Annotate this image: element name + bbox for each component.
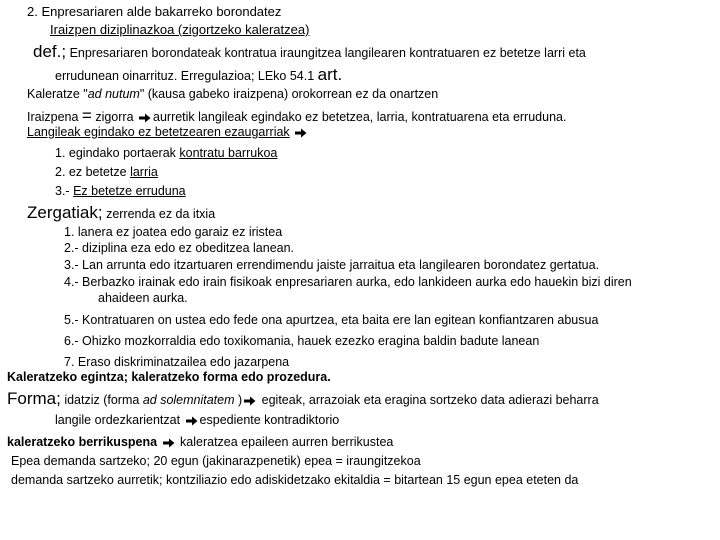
iraizpena-middle: zigorra	[91, 110, 137, 124]
feature-item-2	[55, 165, 158, 179]
zergatiak-label: Zergatiak;	[27, 203, 103, 222]
zergatiak-item-3: 3.- Lan arrunta edo itzartuaren errendimendu jaiste jarraitua eta langilearen borondatez gertatua.	[64, 258, 600, 272]
kaleratze-italic: ad nutum	[87, 87, 140, 101]
features-heading-text: Langileak egindako ez betetzearen ezaugarriak	[27, 125, 290, 139]
forma-label: Forma;	[7, 389, 61, 408]
zergatiak-item-6: 6.- Ohizko mozkorraldia edo toxikomania, hauek ezezko eragina baldin badute lanean	[64, 334, 540, 348]
forma-line	[7, 389, 599, 409]
arrow-right-icon	[139, 113, 151, 123]
forma-prefix: idatziz (forma	[60, 393, 143, 407]
zergatiak-item-2: 2.- diziplina eza edo ez obeditzea lanean.	[64, 241, 295, 255]
iraizpena-suffix: aurretik langileak egindako ez betetzea, larria, kontratuarena eta erruduna.	[153, 110, 567, 124]
iraizpena-prefix: Iraizpena	[27, 110, 82, 124]
zergatiak-item-1: 1. lanera ez joatea edo garaiz ez iristea	[64, 225, 283, 239]
feature-item-3-underlined: Ez betetze erruduna	[73, 184, 186, 198]
features-heading	[27, 125, 309, 139]
arrow-right-icon	[186, 416, 198, 426]
zergatiak-line	[27, 203, 215, 223]
definition-text-1: Enpresariaren borondateak kontratua iraungitzea langilearen kontratuaren ez betetze larri eta	[66, 46, 586, 60]
forma-mid: )	[234, 393, 243, 407]
zergatiak-item-4-cont: ahaideen aurka.	[98, 291, 188, 305]
berrikuspena-label: kaleratzeko berrikuspena	[7, 435, 158, 449]
kaleratze-line	[27, 87, 438, 101]
forma-line-2	[55, 413, 339, 427]
forma-line-2-prefix: langile ordezkarientzat	[55, 413, 184, 427]
zergatiak-text: zerrenda ez da itxia	[102, 207, 216, 221]
feature-item-3-prefix: 3.-	[55, 184, 74, 198]
feature-item-1-prefix: 1. egindako portaerak	[55, 146, 180, 160]
arrow-right-icon	[295, 128, 307, 138]
iraizpena-line	[27, 106, 566, 126]
forma-line-2-suffix: espediente kontradiktorio	[199, 413, 340, 427]
arrow-right-icon	[244, 396, 256, 406]
feature-item-1	[55, 146, 277, 160]
berrikuspena-text: kaleratzea epaileen aurren berrikustea	[176, 435, 394, 449]
title-line-1: 2. Enpresariaren alde bakarreko borondatez	[27, 4, 282, 19]
kaleratze-prefix: Kaleratze "	[27, 87, 88, 101]
definition-text-2: errudunean oinarrituz. Erregulazioa; LEko 54.1	[55, 69, 318, 83]
definition-art: art.	[317, 65, 343, 84]
zergatiak-item-7: 7. Eraso diskriminatzailea edo jazarpena	[64, 355, 290, 369]
feature-item-1-underlined: kontratu barrukoa	[179, 146, 278, 160]
forma-italic: ad solemnitatem	[142, 393, 235, 407]
feature-item-2-underlined: larria	[130, 165, 158, 179]
berrikuspena-line	[7, 435, 393, 449]
epea-line-1: Epea demanda sartzeko; 20 egun (jakinarazpenetik) epea = iraungitzekoa	[11, 454, 421, 468]
forma-suffix: egiteak, arrazoiak eta eragina sortzeko data adierazi beharra	[258, 393, 599, 407]
definition-line-2	[55, 65, 342, 85]
kaleratze-suffix: " (kausa gabeko iraizpena) orokorrean ez da onartzen	[139, 87, 439, 101]
egintza-line: Kaleratzeko egintza; kaleratzeko forma edo prozedura.	[7, 370, 331, 384]
title-line-2: Iraizpen diziplinazkoa (zigortzeko kaleratzea)	[50, 22, 310, 37]
epea-line-2: demanda sartzeko aurretik; kontziliazio edo adiskidetzako ekitaldia = bitartean 15 egun epea eteten da	[11, 473, 579, 487]
definition-line-1	[33, 42, 586, 62]
feature-item-2-prefix: 2. ez betetze	[55, 165, 131, 179]
definition-label: def.;	[33, 42, 67, 61]
feature-item-3	[55, 184, 186, 198]
zergatiak-item-4: 4.- Berbazko irainak edo irain fisikoak enpresariaren aurka, edo lankideen aurka edo hauekin bizi diren	[64, 275, 632, 289]
zergatiak-item-5: 5.- Kontratuaren on ustea edo fede ona apurtzea, eta baita ere lan egitean konfiantzaren abusua	[64, 313, 599, 327]
arrow-right-icon	[163, 438, 175, 448]
iraizpena-equals: =	[81, 106, 92, 125]
